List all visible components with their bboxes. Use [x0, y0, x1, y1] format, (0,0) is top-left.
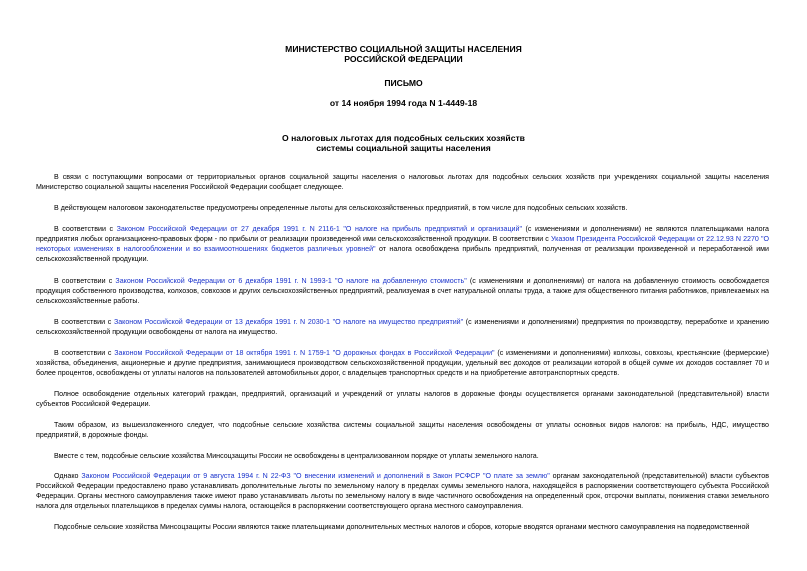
paragraph-8: Таким образом, из вышеизложенного следует, что подсобные сельские хозяйства системы социальной защиты населения освобождены от уплаты основных видов налогов: на прибыль, НДС, имущество предприятий, в дорожные фонды. [36, 421, 769, 440]
paragraph-4 [36, 276, 769, 306]
ministry-line-2: РОССИЙСКОЙ ФЕДЕРАЦИИ [344, 54, 463, 64]
paragraph-3-text-2: (с изменениями и дополнениями) не являются плательщиками налога предприятия любых организационно-правовых форм - по прибыли от реализации произведенной ими сельскохозяйственной продукции. В соответствии с [36, 225, 770, 244]
subject-line-1: О налоговых льготах для подсобных сельских хозяйств [282, 133, 525, 143]
paragraph-11: Подсобные сельские хозяйства Минсоцзащиты России являются также плательщиками дополнительных местных налогов и сборов, которые вводятся органами местного самоуправления на подведомственной [54, 523, 750, 531]
law-22-fz-link[interactable]: Законом Российской Федерации от 9 августа 1994 г. N 22-ФЗ "О внесении изменений и дополнений в Закон РСФСР "О плате за землю" [81, 472, 550, 480]
paragraph-4-text-2: (с изменениями и дополнениями) от налога на добавленную стоимость освобождается продукция собственного производства, колхозов, совхозов и других сельскохозяйственных предприятий, реализуемая в счет натуральной оплаты труда, а также для общественного питания работников, привлекаемых на сельскохозяйственные работы. [36, 277, 769, 306]
law-2030-1-link[interactable]: Законом Российской Федерации от 13 декабря 1991 г. N 2030-1 "О налоге на имущество предприятий" [113, 318, 464, 326]
law-1993-1-link[interactable]: Законом Российской Федерации от 6 декабря 1991 г. N 1993-1 "О налоге на добавленную стоимость" [115, 277, 467, 285]
paragraph-5-text-1: В соответствии с [54, 318, 114, 326]
law-2116-1-link[interactable]: Законом Российской Федерации от 27 декабря 1991 г. N 2116-1 "О налоге на прибыль предприятий и организаций" [116, 225, 522, 233]
paragraph-3-text-3: от налога освобождена прибыль предприятий, полученная от реализации произведенной и переработанной ими сельскохозяйственной продукции. [36, 245, 769, 264]
paragraph-5 [36, 317, 769, 337]
paragraph-10-text-1: Однако [54, 472, 82, 480]
paragraph-6-text-2: (с изменениями и дополнениями) колхозы, совхозы, крестьянские (фермерские) хозяйства, объединения, акционерные и другие предприятия, занимающиеся производством сельскохозяйственной продукции, удельный вес доходов от реализации которой в общей сумме их доходов составляет 70 и более процентов, освобождены от уплаты налогов на пользователей автомобильных дорог, с владельцев транспортных средств и на приобретение автотранспортных средств. [36, 349, 769, 378]
paragraph-2: В действующем налоговом законодательстве предусмотрены определенные льготы для сельскохозяйственных предприятий, в том числе для подсобных сельских хозяйств. [54, 204, 628, 212]
paragraph-3-text-1: В соответствии с [54, 225, 117, 233]
paragraph-10 [36, 471, 769, 511]
document-type: ПИСЬМО [384, 78, 423, 88]
paragraph-5-text-2: (с изменениями и дополнениями) предприятия по производству, переработке и хранению сельскохозяйственной продукции освобождены от налога на имущество. [36, 318, 769, 337]
paragraph-1: В связи с поступающими вопросами от территориальных органов социальной защиты населения о налоговых льготах для подсобных сельских хозяйств при учреждениях социальной защиты населения Министерство социальной защиты населения Российской Федерации сообщает следующее. [36, 173, 769, 192]
ministry-line-1: МИНИСТЕРСТВО СОЦИАЛЬНОЙ ЗАЩИТЫ НАСЕЛЕНИЯ [285, 44, 522, 54]
document-date-number: от 14 ноября 1994 года N 1-4449-18 [329, 98, 478, 108]
paragraph-3 [36, 224, 769, 264]
paragraph-9: Вместе с тем, подсобные сельские хозяйства Минсоцзащиты России не освобождены в централизованном порядке от уплаты земельного налога. [54, 452, 539, 460]
paragraph-6 [36, 348, 769, 378]
law-1759-1-link[interactable]: Законом Российской Федерации от 18 октября 1991 г. N 1759-1 "О дорожных фондах в Российской Федерации" [114, 349, 495, 357]
paragraph-4-text-1: В соответствии с [54, 277, 116, 285]
paragraph-6-text-1: В соответствии с [54, 349, 115, 357]
paragraph-7: Полное освобождение отдельных категорий граждан, предприятий, организаций и учреждений от уплаты налогов в дорожные фонды осуществляется органами законодательной (представительной) власти субъектов Российской Федерации. [36, 390, 769, 409]
paragraph-10-text-2: органам законодательной (представительной) власти субъектов Российской Федерации предоставлено право устанавливать дополнительные льготы по земельному налогу в пределах суммы земельного налога, находящейся в распоряжении соответствующего субъекта Российской Федерации. Органы местного самоуправления также имеют право устанавливать льготы по земельному налогу в виде частичного освобождения на определенный срок, отсрочки выплаты, понижения ставки земельного налога для отдельных плательщиков в пределах суммы налога, остающейся в распоряжении соответствующего органа местного самоуправления. [36, 472, 769, 511]
decree-2270-link[interactable]: Указом Президента Российской Федерации от 22.12.93 N 2270 "О некоторых изменениях в налогообложении и во взаимоотношениях бюджетов различных уровней" [36, 235, 770, 254]
subject-line-2: системы социальной защиты населения [316, 143, 491, 153]
